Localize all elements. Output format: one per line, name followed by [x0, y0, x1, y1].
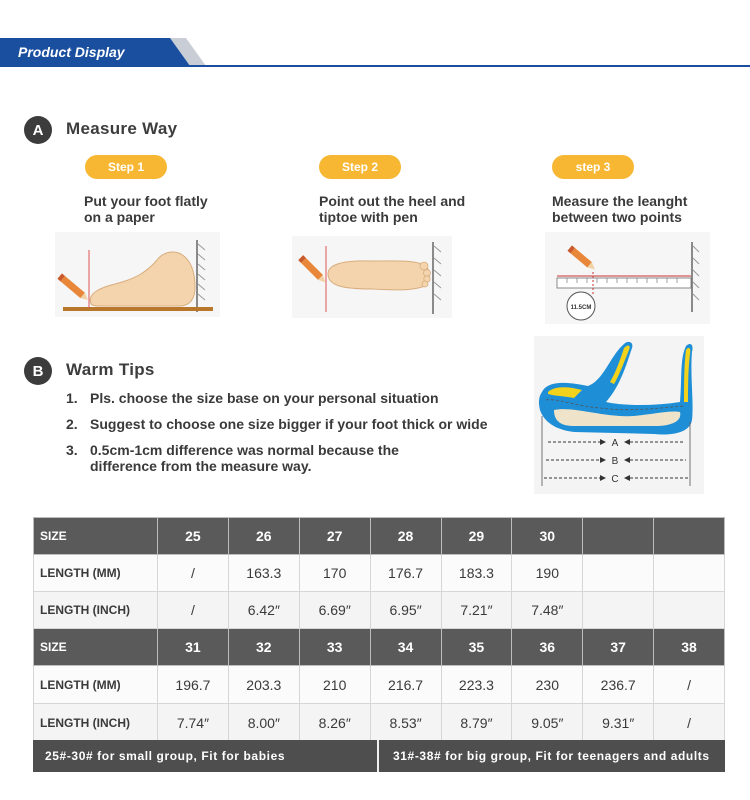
step-1-foot-illustration [55, 232, 220, 317]
size-cell: 27 [299, 518, 370, 555]
mm-cell: 210 [299, 666, 370, 704]
tip-number: 3. [66, 442, 78, 458]
table-row-size-1 [34, 518, 725, 555]
mm-cell: 230 [512, 666, 583, 704]
diagram-label-b: B [611, 456, 619, 467]
mm-cell [583, 555, 654, 592]
inch-cell: 7.74″ [158, 704, 229, 743]
length-mm-label: LENGTH (MM) [34, 666, 158, 704]
tip-item [66, 390, 536, 406]
shoe-measurement-diagram [534, 336, 704, 494]
inch-cell: 6.95″ [370, 592, 441, 629]
mm-cell: 196.7 [158, 666, 229, 704]
step-2-description [319, 193, 519, 225]
mm-cell: 170 [299, 555, 370, 592]
size-cell [583, 518, 654, 555]
inch-cell: / [654, 704, 725, 743]
mm-cell: 190 [512, 555, 583, 592]
table-row-inch-2 [34, 704, 725, 743]
inch-cell: 6.69″ [299, 592, 370, 629]
small-group-note: 25#-30# for small group, Fit for babies [45, 749, 286, 763]
size-cell: 35 [441, 629, 512, 666]
mm-cell: 223.3 [441, 666, 512, 704]
tip-item [66, 416, 536, 432]
table-row-mm-2 [34, 666, 725, 704]
step-3-desc-line1: Measure the leanght [552, 193, 688, 209]
inch-cell [583, 592, 654, 629]
inch-cell: 8.53″ [370, 704, 441, 743]
tip-text: Suggest to choose one size bigger if your foot thick or wide [90, 416, 488, 432]
step-3-pill: step 3 [552, 155, 634, 179]
tip-text: Pls. choose the size base on your personal situation [90, 390, 439, 406]
mm-cell: 216.7 [370, 666, 441, 704]
length-inch-label: LENGTH (INCH) [34, 704, 158, 743]
size-label: SIZE [34, 518, 158, 555]
inch-cell: 8.00″ [228, 704, 299, 743]
tip-number: 2. [66, 416, 78, 432]
size-cell: 32 [228, 629, 299, 666]
step-3-description [552, 193, 750, 225]
big-group-note: 31#-38# for big group, Fit for teenagers and adults [377, 740, 725, 772]
mm-cell: 163.3 [228, 555, 299, 592]
size-cell: 37 [583, 629, 654, 666]
step-1-desc-line2: on a paper [84, 209, 155, 225]
size-cell: 29 [441, 518, 512, 555]
mm-cell: / [158, 555, 229, 592]
inch-cell: 9.05″ [512, 704, 583, 743]
step-2-desc-line2: tiptoe with pen [319, 209, 418, 225]
mm-cell: 176.7 [370, 555, 441, 592]
inch-cell: 8.79″ [441, 704, 512, 743]
section-a-title: Measure Way [66, 119, 178, 138]
inch-cell: 6.42″ [228, 592, 299, 629]
size-group-footer [33, 740, 725, 772]
size-cell: 31 [158, 629, 229, 666]
table-row-mm-1 [34, 555, 725, 592]
warm-tips-list [66, 390, 536, 484]
section-a-badge: A [24, 116, 52, 144]
section-b-title: Warm Tips [66, 360, 155, 379]
length-mm-label: LENGTH (MM) [34, 555, 158, 592]
mm-cell: / [654, 666, 725, 704]
step-2-pill: Step 2 [319, 155, 401, 179]
tip-number: 1. [66, 390, 78, 406]
size-cell: 33 [299, 629, 370, 666]
step-1-desc-line1: Put your foot flatly [84, 193, 208, 209]
diagram-label-c: C [611, 474, 619, 485]
banner-title: Product Display [18, 44, 125, 60]
size-cell: 38 [654, 629, 725, 666]
size-cell: 34 [370, 629, 441, 666]
table-row-inch-1 [34, 592, 725, 629]
size-cell: 36 [512, 629, 583, 666]
step-3-ruler-illustration [545, 232, 710, 324]
size-cell [654, 518, 725, 555]
step-2-tracing-illustration [292, 236, 452, 318]
inch-cell: 8.26″ [299, 704, 370, 743]
inch-cell: 7.48″ [512, 592, 583, 629]
mm-cell: 183.3 [441, 555, 512, 592]
size-cell: 30 [512, 518, 583, 555]
step-3-desc-line2: between two points [552, 209, 682, 225]
size-cell: 28 [370, 518, 441, 555]
table-row-size-2 [34, 629, 725, 666]
tip-item [66, 442, 446, 474]
step-1-pill: Step 1 [85, 155, 167, 179]
size-cell: 25 [158, 518, 229, 555]
banner-divider [0, 65, 750, 67]
product-display-banner [0, 38, 750, 68]
section-b-badge: B [24, 357, 52, 385]
inch-cell: 7.21″ [441, 592, 512, 629]
size-label: SIZE [34, 629, 158, 666]
diagram-label-a: A [611, 438, 619, 449]
mm-cell: 203.3 [228, 666, 299, 704]
step-2-desc-line1: Point out the heel and [319, 193, 466, 209]
size-cell: 26 [228, 518, 299, 555]
inch-cell: / [158, 592, 229, 629]
mm-cell [654, 555, 725, 592]
inch-cell: 9.31″ [583, 704, 654, 743]
ruler-zoom-label: 11.5CM [570, 305, 592, 311]
inch-cell [654, 592, 725, 629]
mm-cell: 236.7 [583, 666, 654, 704]
tip-text: 0.5cm-1cm difference was normal because the difference from the measure way. [90, 442, 399, 474]
length-inch-label: LENGTH (INCH) [34, 592, 158, 629]
size-chart-table [33, 517, 725, 743]
step-1-description [84, 193, 284, 225]
